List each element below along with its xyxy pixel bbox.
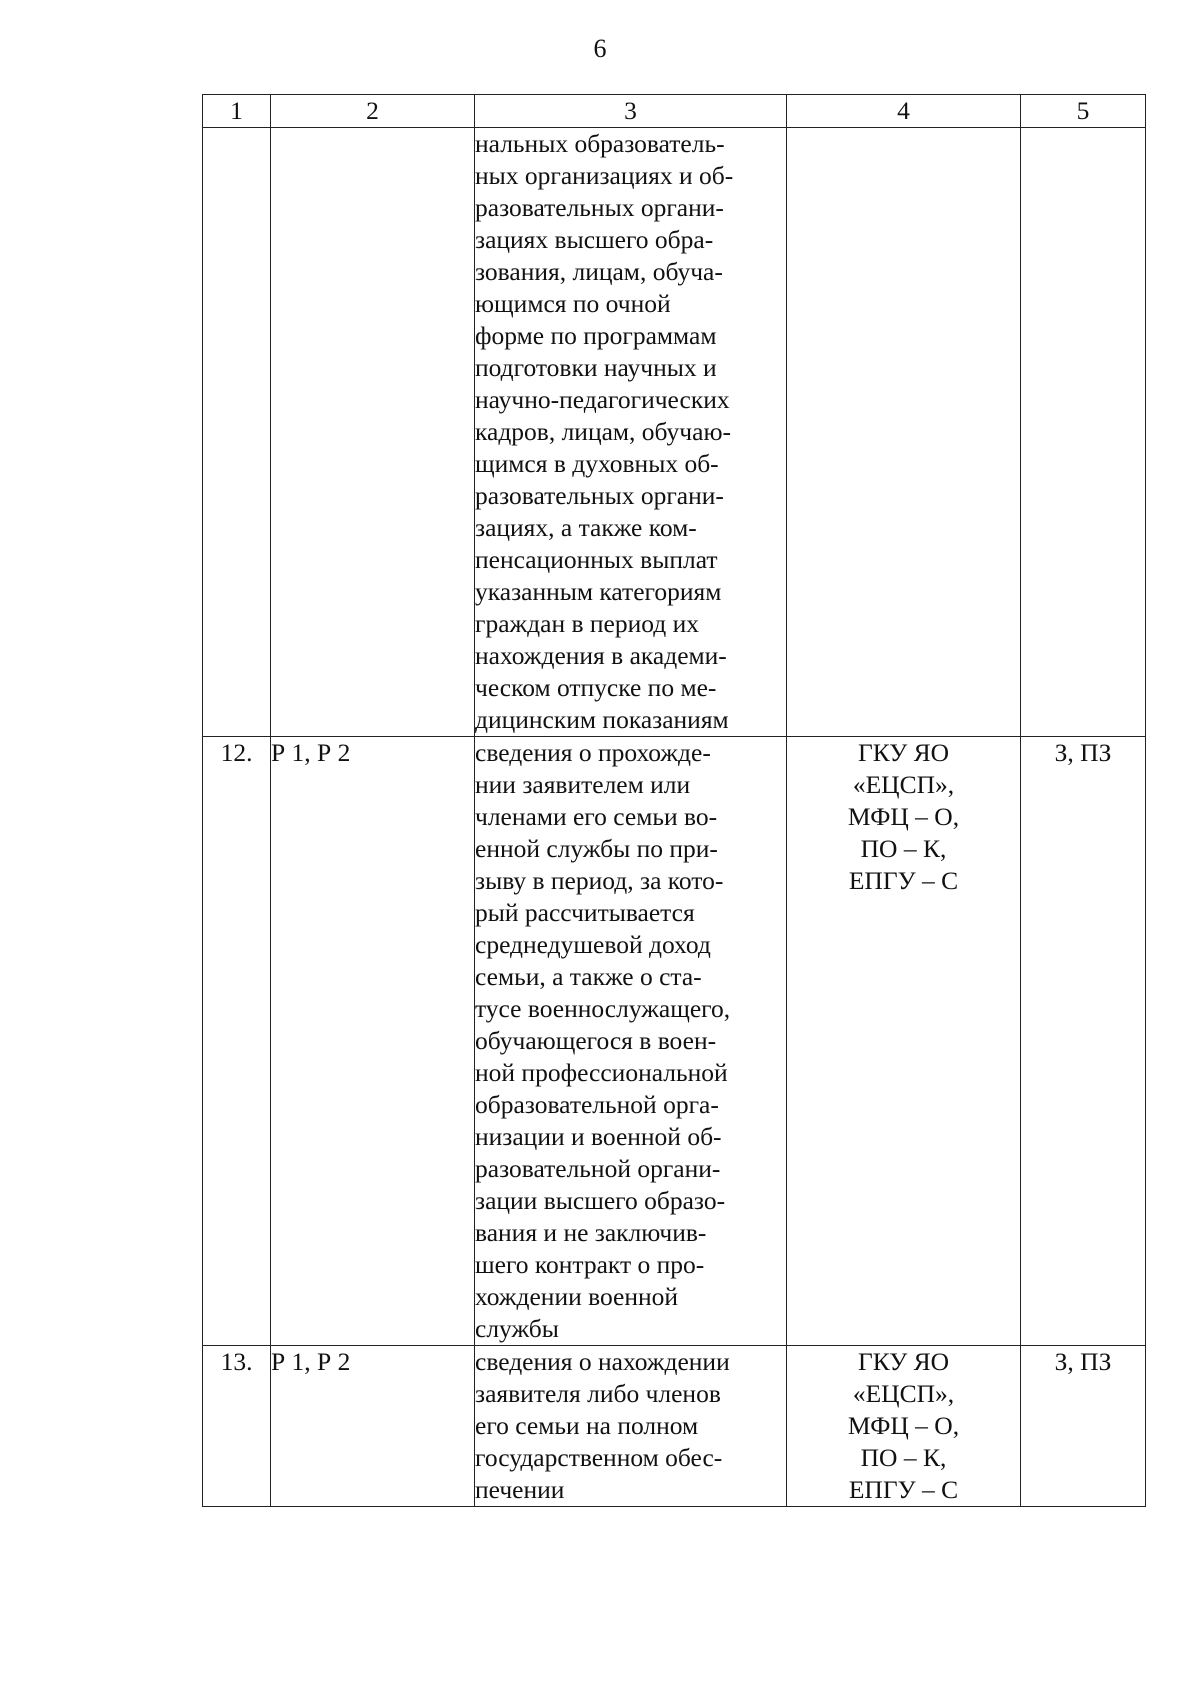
table-row xyxy=(203,1346,1146,1507)
description-line: государственном обес- xyxy=(475,1443,723,1472)
table-header-row xyxy=(203,95,1146,128)
row-terms-cell: З, ПЗ xyxy=(1021,1346,1146,1507)
description-line: зации высшего образо- xyxy=(475,1186,726,1215)
row-description-cell xyxy=(475,737,787,1346)
description-line: сведения о прохожде- xyxy=(475,738,711,767)
description-line: разовательной органи- xyxy=(475,1154,721,1183)
column-header-2: 2 xyxy=(271,95,475,128)
source-line: ПО – К, xyxy=(860,1443,947,1472)
description-line: его семьи на полном xyxy=(475,1411,699,1440)
row-description-cell xyxy=(475,128,787,737)
description-line: разовательных органи- xyxy=(475,481,724,510)
description-line: хождении военной xyxy=(475,1282,679,1311)
source-line: «ЕЦСП», xyxy=(852,1379,955,1408)
description-line: кадров, лицам, обучаю- xyxy=(475,417,731,446)
description-line: рый рассчитывается xyxy=(475,898,695,927)
description-line: нальных образователь- xyxy=(475,129,725,158)
description-line: нахождения в академи- xyxy=(475,641,727,670)
description-line: ющимся по очной xyxy=(475,289,671,318)
description-line: образовательной орга- xyxy=(475,1090,719,1119)
description-line: тусе военнослужащего, xyxy=(475,994,731,1023)
description-line: обучающегося в воен- xyxy=(475,1026,717,1055)
row-number-cell xyxy=(203,128,271,737)
description-line: членами его семьи во- xyxy=(475,802,718,831)
table-row xyxy=(203,737,1146,1346)
description-line: зования, лицам, обуча- xyxy=(475,257,723,286)
description-line: научно-педагогических xyxy=(475,385,730,414)
row-codes-cell: Р 1, Р 2 xyxy=(271,737,475,1346)
page-number: 6 xyxy=(593,34,607,63)
description-line: среднедушевой доход xyxy=(475,930,711,959)
column-header-1: 1 xyxy=(203,95,271,128)
row-codes-cell xyxy=(271,128,475,737)
description-line: сведения о нахождении xyxy=(475,1347,730,1376)
column-header-4: 4 xyxy=(787,95,1021,128)
description-line: указанным категориям xyxy=(475,577,722,606)
description-line: граждан в период их xyxy=(475,609,699,638)
row-number-cell: 13. xyxy=(203,1346,271,1507)
description-line: разовательных органи- xyxy=(475,193,724,222)
row-terms-cell xyxy=(1021,128,1146,737)
source-line: ГКУ ЯО xyxy=(857,1347,950,1376)
description-line: зациях высшего обра- xyxy=(475,225,714,254)
source-line: МФЦ – О, xyxy=(847,1411,960,1440)
source-line: ГКУ ЯО xyxy=(857,738,950,767)
description-line: подготовки научных и xyxy=(475,353,717,382)
source-line: «ЕЦСП», xyxy=(852,770,955,799)
description-line: ных организациях и об- xyxy=(475,161,734,190)
description-line: нии заявителем или xyxy=(475,770,691,799)
column-header-3: 3 xyxy=(475,95,787,128)
document-table xyxy=(202,94,1146,1507)
description-line: щимся в духовных об- xyxy=(475,449,719,478)
description-line: пенсационных выплат xyxy=(475,545,718,574)
description-line: службы xyxy=(475,1314,559,1343)
row-source-cell xyxy=(787,737,1021,1346)
description-line: шего контракт о про- xyxy=(475,1250,705,1279)
description-line: вания и не заключив- xyxy=(475,1218,707,1247)
row-description-cell xyxy=(475,1346,787,1507)
description-line: печении xyxy=(475,1475,565,1504)
description-line: ческом отпуске по ме- xyxy=(475,673,717,702)
description-line: семьи, а также о ста- xyxy=(475,962,702,991)
row-number-cell: 12. xyxy=(203,737,271,1346)
source-line: МФЦ – О, xyxy=(847,802,960,831)
description-line: низации и военной об- xyxy=(475,1122,722,1151)
description-line: енной службы по при- xyxy=(475,834,718,863)
row-source-cell xyxy=(787,1346,1021,1507)
source-line: ЕПГУ – С xyxy=(848,1475,959,1504)
row-source-cell xyxy=(787,128,1021,737)
description-line: зыву в период, за кото- xyxy=(475,866,724,895)
description-line: ной профессиональной xyxy=(475,1058,728,1087)
source-line: ЕПГУ – С xyxy=(848,866,959,895)
table-row xyxy=(203,128,1146,737)
description-line: заявителя либо членов xyxy=(475,1379,721,1408)
description-line: зациях, а также ком- xyxy=(475,513,697,542)
row-terms-cell: З, ПЗ xyxy=(1021,737,1146,1346)
row-codes-cell: Р 1, Р 2 xyxy=(271,1346,475,1507)
description-line: дицинским показаниям xyxy=(475,705,729,734)
column-header-5: 5 xyxy=(1021,95,1146,128)
source-line: ПО – К, xyxy=(860,834,947,863)
description-line: форме по программам xyxy=(475,321,717,350)
